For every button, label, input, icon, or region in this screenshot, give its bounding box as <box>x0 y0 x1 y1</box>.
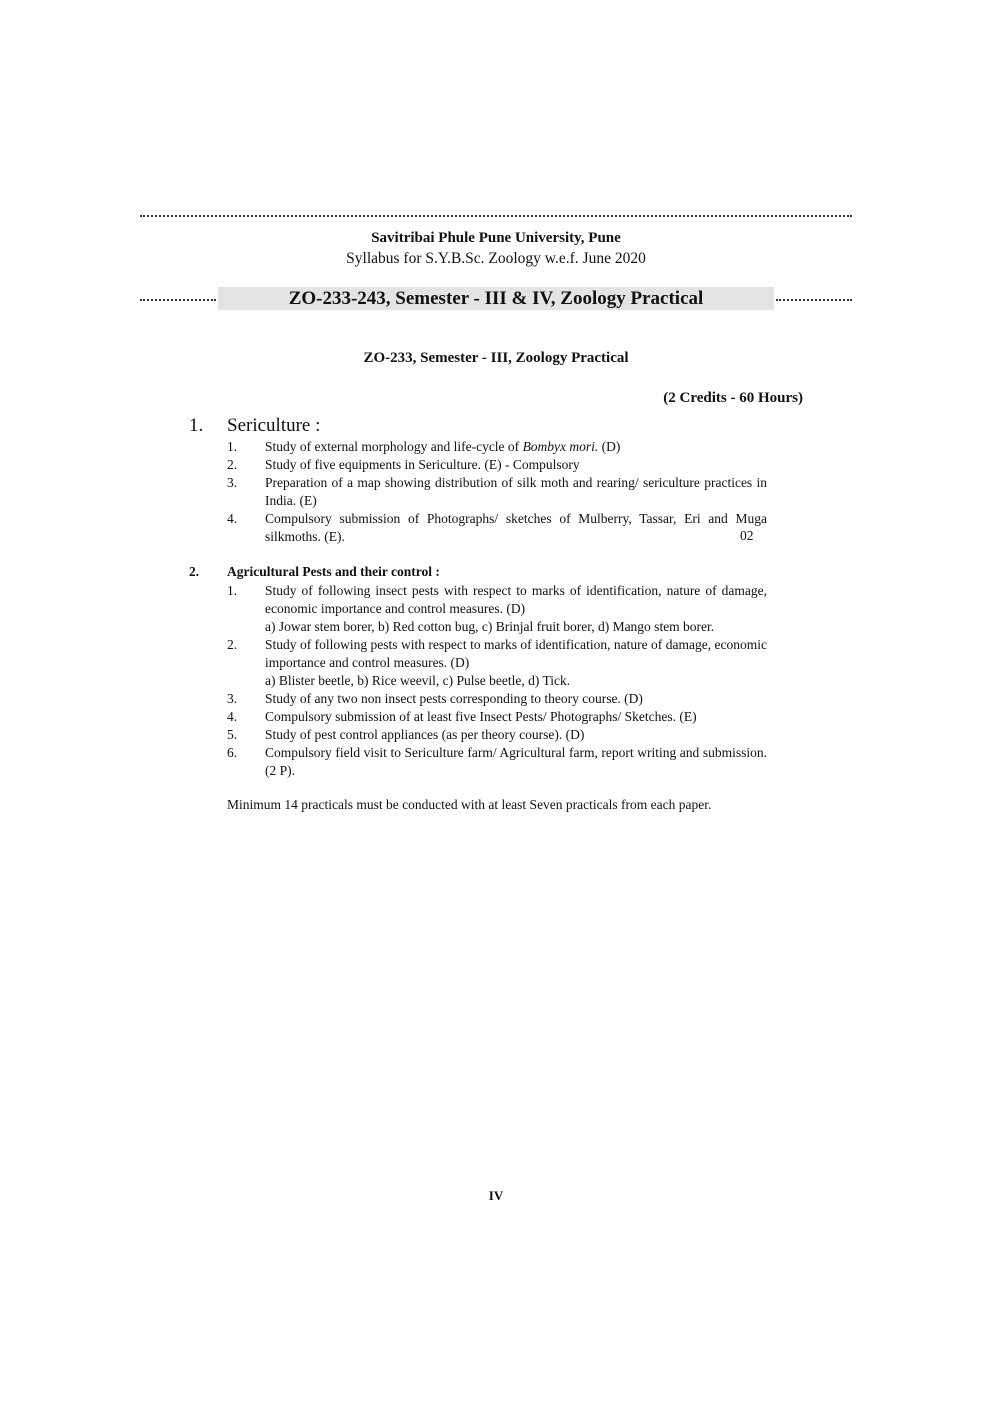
list-item <box>227 474 767 510</box>
course-subtitle: ZO-233, Semester - III, Zoology Practical <box>363 350 629 366</box>
section-number: 2. <box>189 564 200 579</box>
item-text: Compulsory submission of Photographs/ sketches of Mulberry, Tassar, Eri and Muga silkmoths. (E). <box>265 511 767 544</box>
item-number: 5. <box>227 727 238 742</box>
credits-label: (2 Credits - 60 Hours) <box>663 390 803 406</box>
banner-left-dots <box>140 299 216 301</box>
item-text: Study of five equipments in Sericulture. (E) - Compulsory <box>265 457 580 472</box>
item-number: 1. <box>227 583 238 598</box>
item-text: Study of following insect pests with respect to marks of identification, nature of damage, economic importance and control measures. (D) <box>265 583 767 616</box>
item-number: 6. <box>227 745 238 760</box>
list-item <box>227 582 767 636</box>
item-text: Compulsory submission of at least five Insect Pests/ Photographs/ Sketches. (E) <box>265 709 697 724</box>
item-number: 1. <box>227 439 238 454</box>
item-text: Study of pest control appliances (as per theory course). (D) <box>265 727 585 742</box>
banner-right-dots <box>776 299 852 301</box>
practical-note: Minimum 14 practicals must be conducted with at least Seven practicals from each paper. <box>227 797 712 812</box>
syllabus-line: Syllabus for S.Y.B.Sc. Zoology w.e.f. June 2020 <box>346 250 646 267</box>
item-sublist: a) Blister beetle, b) Rice weevil, c) Pulse beetle, d) Tick. <box>265 673 571 688</box>
item-number: 3. <box>227 691 238 706</box>
item-text: Study of following pests with respect to marks of identification, nature of damage, economic importance and control measures. (D) <box>265 637 767 670</box>
item-number: 3. <box>227 475 238 490</box>
section-title: Sericulture : <box>227 415 321 436</box>
banner-title: ZO-233-243, Semester - III & IV, Zoology Practical <box>218 287 774 310</box>
top-dotted-rule <box>140 215 852 217</box>
section-number: 1. <box>189 415 204 436</box>
list-item <box>227 690 767 708</box>
item-sublist: a) Jowar stem borer, b) Red cotton bug, c) Brinjal fruit borer, d) Mango stem borer. <box>265 619 715 634</box>
marks-value: 02 <box>740 528 754 543</box>
list-item <box>227 744 767 780</box>
item-text: Study of external morphology and life-cycle of Bombyx mori. (D) <box>265 439 621 454</box>
item-number: 4. <box>227 709 238 724</box>
item-number: 2. <box>227 457 238 472</box>
section-title: Agricultural Pests and their control : <box>227 564 440 579</box>
list-item <box>227 456 767 474</box>
list-item <box>227 438 767 456</box>
list-item <box>227 510 767 546</box>
item-text: Compulsory field visit to Sericulture farm/ Agricultural farm, report writing and submission. (2 P). <box>265 745 767 778</box>
item-text: Study of any two non insect pests corresponding to theory course. (D) <box>265 691 643 706</box>
list-item <box>227 726 767 744</box>
university-name: Savitribai Phule Pune University, Pune <box>371 230 621 246</box>
item-number: 4. <box>227 511 238 526</box>
item-text: Preparation of a map showing distribution of silk moth and rearing/ sericulture practices in India. (E) <box>265 475 767 508</box>
species-name: Bombyx mori. <box>522 439 599 454</box>
list-item <box>227 636 767 690</box>
list-item <box>227 708 767 726</box>
item-number: 2. <box>227 637 238 652</box>
page-number: IV <box>488 1188 504 1203</box>
